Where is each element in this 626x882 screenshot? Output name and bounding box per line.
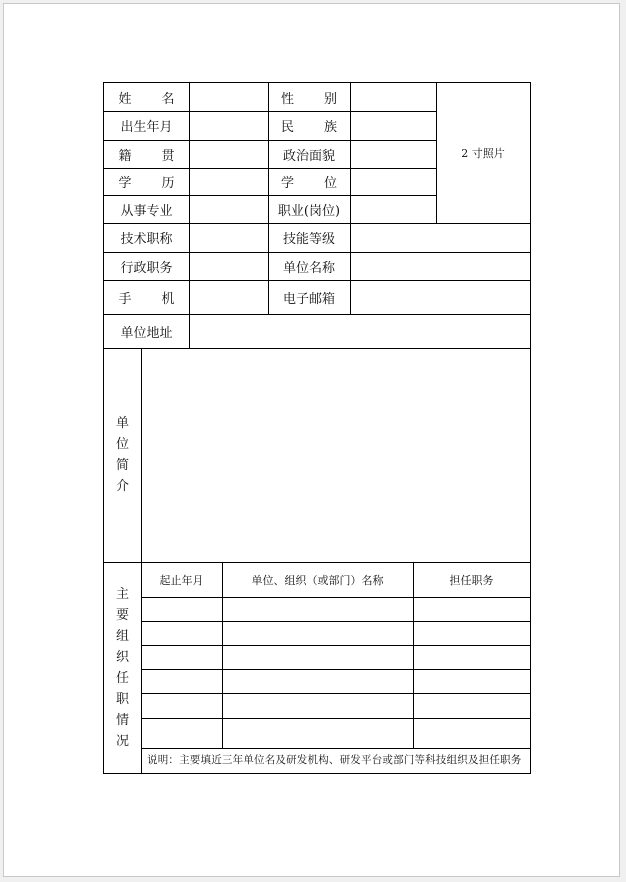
note-text: 说明：主要填近三年单位名及研发机构、研发平台或部门等科技组织及担任职务 (147, 754, 522, 766)
unit-name-label: 单位名称 (282, 260, 335, 276)
registration-form-table (103, 82, 531, 774)
skill-level-label: 技能等级 (282, 232, 335, 247)
position-header: 担任职务 (449, 573, 494, 587)
mobile-label: 手 机 (118, 291, 175, 307)
education-label: 学 历 (118, 176, 175, 191)
tech-title-label: 技术职称 (120, 232, 173, 247)
gender-label: 性 别 (280, 91, 338, 107)
email-label: 电子邮箱 (282, 291, 335, 307)
birth-date-label: 出生年月 (120, 120, 173, 135)
degree-label: 学 位 (280, 176, 338, 191)
specialty-label: 从事专业 (120, 203, 173, 219)
org-name-header: 单位、组织（或部门）名称 (251, 573, 384, 587)
name-label: 姓 名 (118, 91, 175, 107)
period-header: 起止年月 (159, 573, 204, 587)
unit-address-label: 单位地址 (120, 325, 173, 341)
ethnicity-label: 民 族 (280, 120, 338, 135)
document-page (3, 3, 620, 877)
unit-intro-label: 单 位 简 介 (115, 416, 129, 494)
admin-post-label: 行政职务 (120, 260, 173, 276)
photo-placeholder: 2 寸照片 (461, 147, 505, 160)
main-org-label: 主 要 组 织 任 职 情 况 (115, 586, 129, 749)
native-place-label: 籍 贯 (118, 148, 175, 164)
occupation-label: 职业(岗位) (277, 203, 341, 219)
political-status-label: 政治面貌 (282, 148, 335, 164)
